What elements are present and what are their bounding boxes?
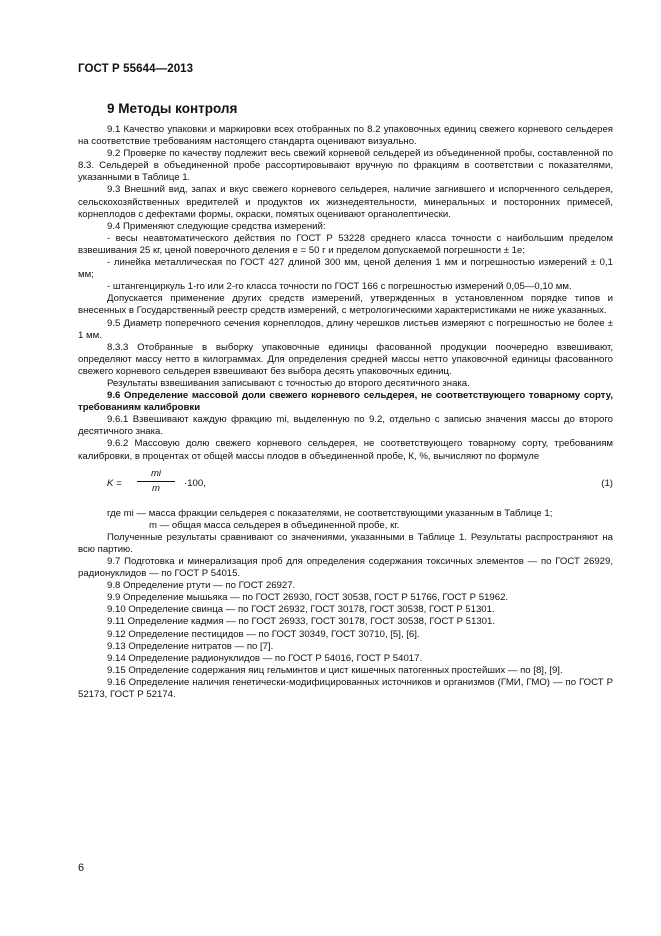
paragraph-9-12: 9.12 Определение пестицидов — по ГОСТ 30349, ГОСТ 30710, [5], [6]. (107, 628, 420, 640)
paragraph-weighing-results: Результаты взвешивания записывают с точностью до второго десятичного знака. (107, 377, 470, 389)
standard-header: ГОСТ Р 55644—2013 (78, 63, 194, 75)
paragraph-9-7: 9.7 Подготовка и минерализация проб для определения содержания токсичных элементов — по ГОСТ 26929, радионуклидов — по ГОСТ Р 54015. (78, 556, 613, 580)
page-number: 6 (78, 862, 85, 874)
paragraph-8-3-3: 8.3.3 Отобранные в выборку упаковочные единицы фасованной продукции поочередно взвешивают, определяют массу нетто в килограммах. Для определения средней массы нетто упаковочной единицы фасованного свежего корневого сельдерея взвешивают без выбора десять упаковочных единиц. (78, 341, 613, 377)
paragraph-other-instruments: Допускается применение других средств измерений, утвержденных в установленном порядке типов и внесенных в Государственный реестр средств измерений, с метрологическими характеристиками не ниже указанных. (78, 293, 613, 317)
paragraph-comparison: Полученные результаты сравнивают со значениями, указанными в Таблице 1. Результаты распространяют на всю партию. (78, 531, 613, 555)
equation-number: (1) (601, 477, 613, 489)
paragraph-9-1: 9.1 Качество упаковки и маркировки всех отобранных по 8.2 упаковочных единиц свежего корневого сельдерея на соответствие требованиям настоящего стандарта оценивают визуально. (78, 124, 613, 148)
paragraph-9-11: 9.11 Определение кадмия — по ГОСТ 26933, ГОСТ 30178, ГОСТ 30538, ГОСТ Р 51301. (107, 616, 496, 628)
formula-fraction (137, 468, 175, 495)
subsection-heading-9-6-text: 9.6 Определение массовой доли свежего корневого сельдерея, не соответствующего товарному сорту, требованиям калибровки (78, 390, 613, 414)
paragraph-9-9: 9.9 Определение мышьяка — по ГОСТ 26930, ГОСТ 30538, ГОСТ Р 51766, ГОСТ Р 51962. (107, 592, 509, 604)
paragraph-9-16: 9.16 Определение наличия генетически-модифицированных источников и организмов (ГМИ, ГМО) — по ГОСТ Р 52173, ГОСТ Р 52174. (78, 676, 613, 701)
paragraph-9-3: 9.3 Внешний вид, запах и вкус свежего корневого сельдерея, наличие загнившего и испорченного сельдерея, сельскохозяйственных вредителей и продуктов их жизнедеятельности, минеральных и посторонних примесей, корнеплодов с дефектами формы, окраски, помятых оценивают органолептически. (78, 184, 613, 220)
where-m-definition: m — общая масса сельдерея в объединенной пробе, кг. (149, 519, 400, 531)
formula-denominator: m (152, 482, 160, 494)
paragraph-9-5: 9.5 Диаметр поперечного сечения корнеплодов, длину черешков листьев измеряют с погрешностью не более ± 1 мм. (78, 317, 613, 341)
where-mi-definition: где mi — масса фракции сельдерея с показателями, не соответствующими указанным в Таблице 1; (107, 507, 553, 519)
paragraph-9-8: 9.8 Определение ртути — по ГОСТ 26927. (107, 580, 296, 592)
paragraph-9-13: 9.13 Определение нитратов — по [7]. (107, 640, 274, 652)
section-body (78, 124, 613, 701)
formula-multiplier: ·100, (184, 477, 206, 489)
paragraph-9-4: 9.4 Применяют следующие средства измерений: (107, 220, 326, 232)
paragraph-9-6-1: 9.6.1 Взвешивают каждую фракцию mi, выделенную по 9.2, отдельно с записью значения массы до второго десятичного знака. (78, 414, 613, 438)
paragraph-9-6-2: 9.6.2 Массовую долю свежего корневого сельдерея, не соответствующего товарному сорту, требованиям калибровки, в процентах от общей массы плодов в объединенной пробе, К, %, вычисляют по формуле (78, 438, 613, 462)
section-title: 9 Методы контроля (107, 101, 238, 116)
paragraph-9-2: 9.2 Проверке по качеству подлежит весь свежий корневой сельдерей из объединенной пробы, составленной по 8.3. Сельдерей в объединенной пробе рассортировывают вручную по фракциям в соответствии с показателями, указанными в Таблице 1. (78, 148, 613, 184)
list-item-ruler: - линейка металлическая по ГОСТ 427 длиной 300 мм, ценой деления 1 мм и погрешностью измерений ± 0,1 мм; (78, 257, 613, 281)
subsection-heading-9-6 (78, 390, 613, 414)
paragraph-9-10: 9.10 Определение свинца — по ГОСТ 26932, ГОСТ 30178, ГОСТ 30538, ГОСТ Р 51301. (107, 604, 495, 616)
list-item-caliper: - штангенциркуль 1-го или 2-го класса точности по ГОСТ 166 с погрешностью измерений 0,05—0,10 мм. (107, 281, 572, 293)
paragraph-9-14: 9.14 Определение радионуклидов — по ГОСТ Р 54016, ГОСТ Р 54017. (107, 652, 423, 664)
list-item-scales: - весы неавтоматического действия по ГОСТ Р 53228 среднего класса точности с наибольшим пределом взвешивания 25 кг, ценой поверочного деления е = 50 г и пределом допускаемой погрешности ± 1е; (78, 232, 613, 256)
formula-1 (78, 466, 613, 506)
formula-numerator: mi (150, 467, 162, 479)
paragraph-9-15: 9.15 Определение содержания яиц гельминтов и цист кишечных патогенных простейших — по [8], [9]. (107, 664, 563, 676)
formula-lhs: K = (107, 477, 122, 489)
